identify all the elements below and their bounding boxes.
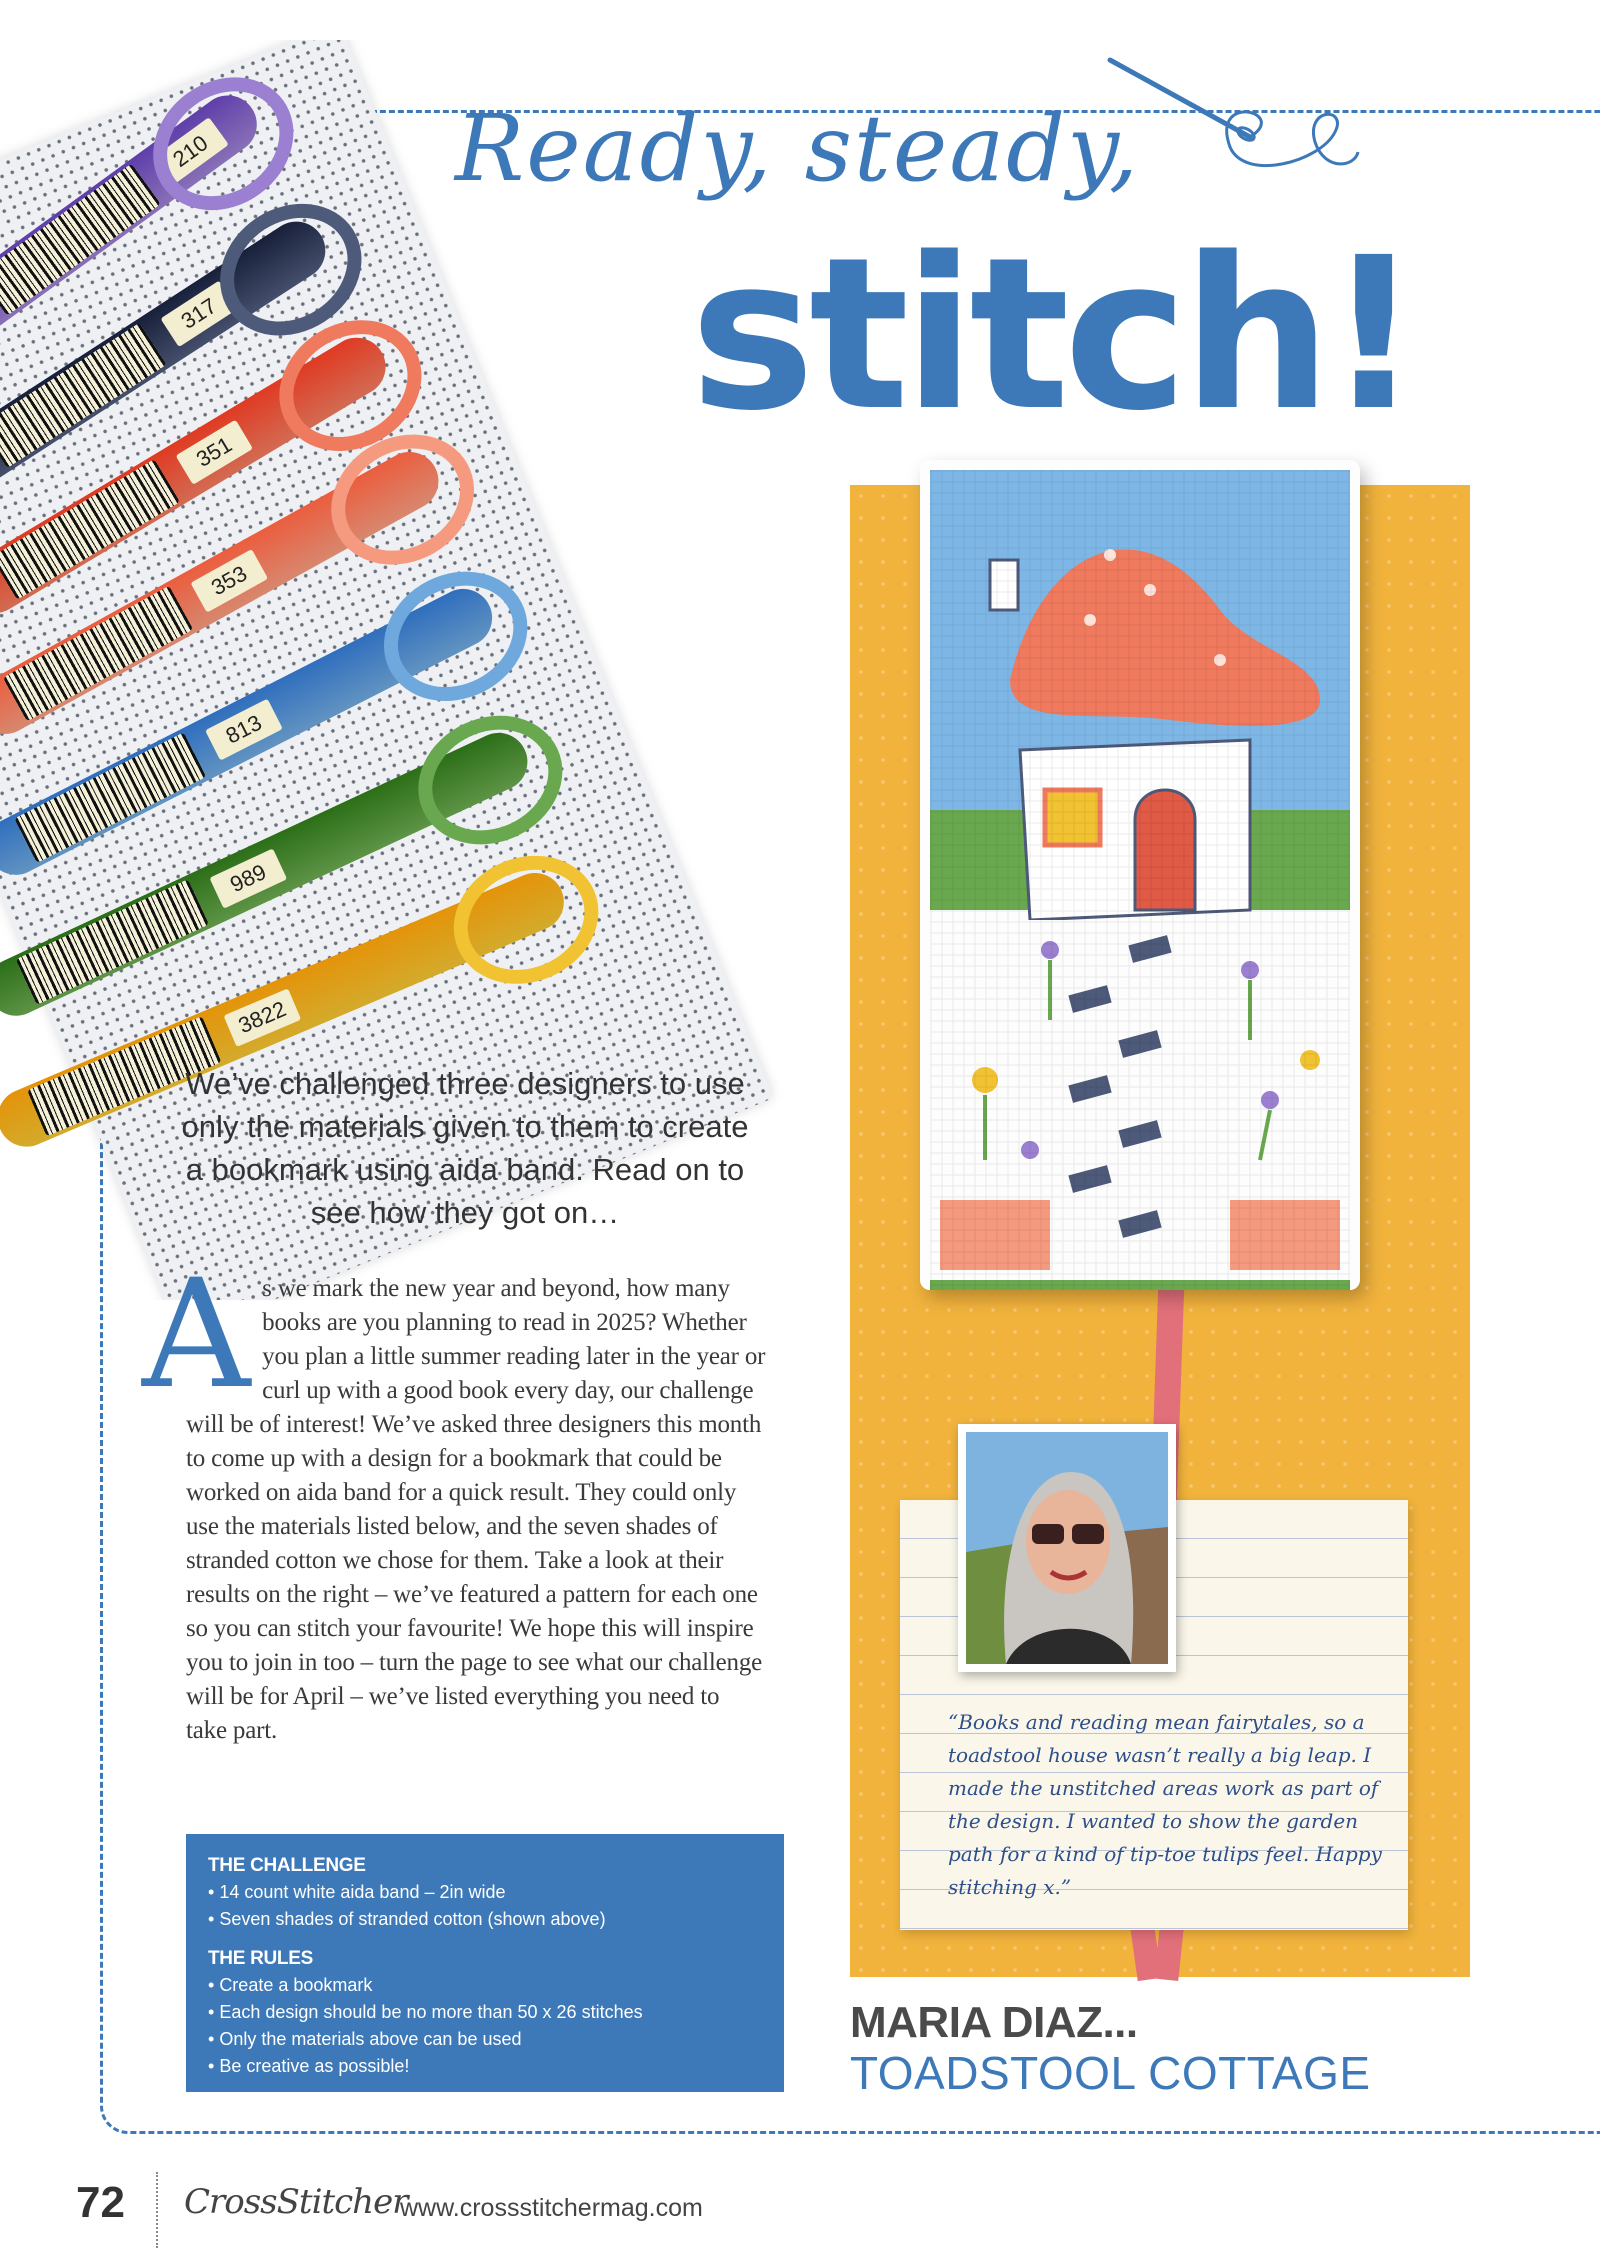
rule-item: • Only the materials above can be used (208, 2026, 762, 2053)
challenge-box (186, 1834, 784, 2092)
skein-number: 353 (190, 549, 268, 613)
designer-name: MARIA DIAZ... (850, 1998, 1138, 2047)
drop-cap: A (142, 1248, 251, 1422)
skein-number: 3822 (223, 988, 301, 1047)
page-number: 72 (76, 2178, 125, 2227)
design-title: TOADSTOOL COTTAGE (850, 2047, 1371, 2099)
title-line-1: Ready, steady, (455, 95, 1141, 202)
footer-divider (156, 2172, 158, 2248)
skein-number: 210 (152, 117, 229, 186)
skein-number: 317 (160, 280, 237, 347)
article-body (142, 1248, 766, 1748)
magazine-logo: CrossStitcher (184, 2182, 408, 2222)
rule-item: • Create a bookmark (208, 1972, 762, 1999)
article-paragraph: s we mark the new year and beyond, how many books are you planning to read in 2025? Whether you plan a little summer reading later in the year or curl up with a good book every day, our challenge will be of interest! We’ve asked three designers this month to come up with a design for a bookmark that could be worked on aida band for a quick result. They could only use the materials listed below, and the seven shades of stranded cotton we chose for them. Take a look at their results on the right – we’ve featured a pattern for each one so you can stitch your favourite! We hope this will inspire you to join in too – turn the page to see what our challenge will be for April – we’ve listed everything you need to take part. (186, 1275, 766, 1744)
bookmark-image (920, 460, 1360, 1290)
skein-number: 351 (176, 420, 254, 485)
toadstool-cottage-stitching (920, 460, 1360, 1290)
challenge-heading: THE CHALLENGE (208, 1855, 366, 1876)
skein-number: 813 (205, 699, 283, 761)
designer-photo-frame (958, 1424, 1176, 1672)
intro-text: We’ve challenged three designers to use only the materials given to them to create a bookmark using aida band. Read on to see how they got on… (181, 1066, 749, 1230)
website-url: www.crossstitchermag.com (400, 2194, 703, 2222)
designer-quote: “Books and reading mean fairytales, so a toadstool house wasn’t really a big leap. I made the unstitched areas work as part of the design. I wanted to show the garden path for a kind of tip-toe tulips feel. Happy stitching x.” (948, 1710, 1382, 1899)
challenge-item: • 14 count white aida band – 2in wide (208, 1879, 762, 1906)
rules-heading: THE RULES (208, 1948, 313, 1969)
challenge-item: • Seven shades of stranded cotton (shown above) (208, 1906, 762, 1933)
title-line-2: stitch! (690, 212, 1416, 457)
rule-item: • Be creative as possible! (208, 2053, 762, 2080)
designer-photo (966, 1432, 1168, 1664)
rule-item: • Each design should be no more than 50 x 26 stitches (208, 1999, 762, 2026)
skein-number: 989 (209, 848, 287, 908)
